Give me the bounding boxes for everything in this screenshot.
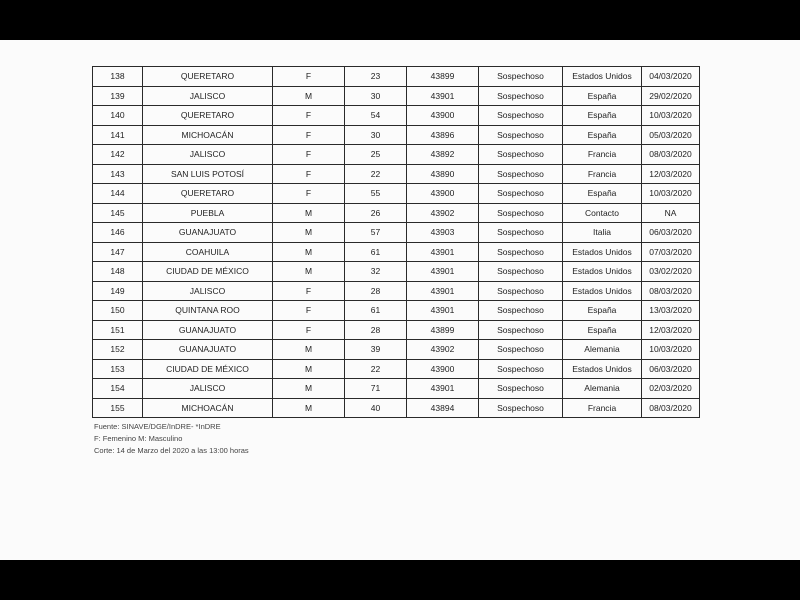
origin-country-cell: España	[563, 86, 642, 106]
arrival-date-cell: 08/03/2020	[642, 398, 700, 418]
age-cell: 57	[345, 223, 407, 243]
onset-code-cell: 43900	[407, 184, 479, 204]
arrival-date-cell: 12/03/2020	[642, 164, 700, 184]
onset-code-cell: 43902	[407, 340, 479, 360]
origin-country-cell: España	[563, 106, 642, 126]
arrival-date-cell: 29/02/2020	[642, 86, 700, 106]
arrival-date-cell: 08/03/2020	[642, 281, 700, 301]
table-row	[93, 164, 700, 184]
origin-country-cell: Francia	[563, 164, 642, 184]
arrival-date-cell: 03/02/2020	[642, 262, 700, 282]
table-row	[93, 398, 700, 418]
onset-code-cell: 43899	[407, 320, 479, 340]
sex-cell: M	[273, 242, 345, 262]
age-cell: 26	[345, 203, 407, 223]
arrival-date-cell: NA	[642, 203, 700, 223]
age-cell: 61	[345, 301, 407, 321]
arrival-date-cell: 08/03/2020	[642, 145, 700, 165]
status-cell: Sospechoso	[479, 184, 563, 204]
age-cell: 40	[345, 398, 407, 418]
origin-country-cell: España	[563, 125, 642, 145]
table-row	[93, 281, 700, 301]
state-cell: JALISCO	[143, 145, 273, 165]
table-row	[93, 184, 700, 204]
table-row	[93, 106, 700, 126]
arrival-date-cell: 07/03/2020	[642, 242, 700, 262]
table-row	[93, 359, 700, 379]
arrival-date-cell: 10/03/2020	[642, 106, 700, 126]
case-number-cell: 142	[93, 145, 143, 165]
state-cell: PUEBLA	[143, 203, 273, 223]
status-cell: Sospechoso	[479, 125, 563, 145]
case-number-cell: 152	[93, 340, 143, 360]
state-cell: COAHUILA	[143, 242, 273, 262]
status-cell: Sospechoso	[479, 145, 563, 165]
table-row	[93, 340, 700, 360]
origin-country-cell: Alemania	[563, 340, 642, 360]
onset-code-cell: 43901	[407, 242, 479, 262]
sex-cell: M	[273, 86, 345, 106]
state-cell: QUERETARO	[143, 67, 273, 87]
source-note: Fuente: SINAVE/DGE/InDRE- *InDRE	[94, 422, 221, 431]
state-cell: GUANAJUATO	[143, 340, 273, 360]
origin-country-cell: Estados Unidos	[563, 281, 642, 301]
sex-cell: F	[273, 301, 345, 321]
table-row	[93, 67, 700, 87]
origin-country-cell: Estados Unidos	[563, 242, 642, 262]
age-cell: 22	[345, 359, 407, 379]
origin-country-cell: Estados Unidos	[563, 359, 642, 379]
table-row	[93, 86, 700, 106]
status-cell: Sospechoso	[479, 301, 563, 321]
age-cell: 55	[345, 184, 407, 204]
status-cell: Sospechoso	[479, 106, 563, 126]
case-number-cell: 138	[93, 67, 143, 87]
table-row	[93, 203, 700, 223]
age-cell: 30	[345, 125, 407, 145]
table-row	[93, 379, 700, 399]
case-number-cell: 144	[93, 184, 143, 204]
case-number-cell: 154	[93, 379, 143, 399]
onset-code-cell: 43901	[407, 301, 479, 321]
arrival-date-cell: 10/03/2020	[642, 340, 700, 360]
arrival-date-cell: 06/03/2020	[642, 223, 700, 243]
case-number-cell: 155	[93, 398, 143, 418]
sex-cell: F	[273, 67, 345, 87]
sex-cell: F	[273, 106, 345, 126]
arrival-date-cell: 12/03/2020	[642, 320, 700, 340]
age-cell: 71	[345, 379, 407, 399]
case-number-cell: 146	[93, 223, 143, 243]
case-number-cell: 149	[93, 281, 143, 301]
sex-cell: M	[273, 223, 345, 243]
table-row	[93, 242, 700, 262]
age-cell: 23	[345, 67, 407, 87]
arrival-date-cell: 13/03/2020	[642, 301, 700, 321]
sex-cell: F	[273, 164, 345, 184]
sex-cell: M	[273, 359, 345, 379]
sex-cell: M	[273, 340, 345, 360]
status-cell: Sospechoso	[479, 86, 563, 106]
origin-country-cell: Contacto	[563, 203, 642, 223]
origin-country-cell: España	[563, 184, 642, 204]
age-cell: 28	[345, 281, 407, 301]
sex-cell: F	[273, 145, 345, 165]
status-cell: Sospechoso	[479, 67, 563, 87]
document-page	[0, 40, 800, 560]
onset-code-cell: 43900	[407, 106, 479, 126]
state-cell: GUANAJUATO	[143, 320, 273, 340]
onset-code-cell: 43903	[407, 223, 479, 243]
arrival-date-cell: 10/03/2020	[642, 184, 700, 204]
onset-code-cell: 43901	[407, 281, 479, 301]
case-number-cell: 150	[93, 301, 143, 321]
sex-cell: F	[273, 125, 345, 145]
table-row	[93, 223, 700, 243]
case-number-cell: 145	[93, 203, 143, 223]
onset-code-cell: 43902	[407, 203, 479, 223]
status-cell: Sospechoso	[479, 203, 563, 223]
onset-code-cell: 43894	[407, 398, 479, 418]
state-cell: GUANAJUATO	[143, 223, 273, 243]
case-number-cell: 143	[93, 164, 143, 184]
status-cell: Sospechoso	[479, 398, 563, 418]
table-row	[93, 301, 700, 321]
case-number-cell: 148	[93, 262, 143, 282]
footnotes	[94, 421, 249, 457]
sex-cell: F	[273, 281, 345, 301]
onset-code-cell: 43901	[407, 262, 479, 282]
onset-code-cell: 43896	[407, 125, 479, 145]
state-cell: QUINTANA ROO	[143, 301, 273, 321]
status-cell: Sospechoso	[479, 359, 563, 379]
status-cell: Sospechoso	[479, 223, 563, 243]
table-row	[93, 145, 700, 165]
case-number-cell: 140	[93, 106, 143, 126]
state-cell: CIUDAD DE MÉXICO	[143, 262, 273, 282]
age-cell: 54	[345, 106, 407, 126]
sex-cell: F	[273, 184, 345, 204]
table-row	[93, 262, 700, 282]
origin-country-cell: España	[563, 320, 642, 340]
onset-code-cell: 43900	[407, 359, 479, 379]
case-number-cell: 153	[93, 359, 143, 379]
sex-cell: F	[273, 320, 345, 340]
status-cell: Sospechoso	[479, 379, 563, 399]
origin-country-cell: España	[563, 301, 642, 321]
origin-country-cell: Estados Unidos	[563, 67, 642, 87]
status-cell: Sospechoso	[479, 320, 563, 340]
status-cell: Sospechoso	[479, 262, 563, 282]
state-cell: MICHOACÁN	[143, 125, 273, 145]
state-cell: SAN LUIS POTOSÍ	[143, 164, 273, 184]
sex-cell: M	[273, 398, 345, 418]
status-cell: Sospechoso	[479, 164, 563, 184]
onset-code-cell: 43901	[407, 379, 479, 399]
status-cell: Sospechoso	[479, 281, 563, 301]
age-cell: 39	[345, 340, 407, 360]
origin-country-cell: Estados Unidos	[563, 262, 642, 282]
cases-table	[92, 66, 700, 418]
cases-table-body	[93, 67, 700, 418]
state-cell: JALISCO	[143, 281, 273, 301]
origin-country-cell: Francia	[563, 398, 642, 418]
origin-country-cell: Alemania	[563, 379, 642, 399]
sex-cell: M	[273, 203, 345, 223]
state-cell: MICHOACÁN	[143, 398, 273, 418]
table-row	[93, 125, 700, 145]
table-row	[93, 320, 700, 340]
onset-code-cell: 43899	[407, 67, 479, 87]
sex-cell: M	[273, 262, 345, 282]
status-cell: Sospechoso	[479, 340, 563, 360]
onset-code-cell: 43890	[407, 164, 479, 184]
arrival-date-cell: 04/03/2020	[642, 67, 700, 87]
sex-legend-note: F: Femenino M: Masculino	[94, 434, 183, 443]
case-number-cell: 151	[93, 320, 143, 340]
state-cell: JALISCO	[143, 86, 273, 106]
onset-code-cell: 43901	[407, 86, 479, 106]
age-cell: 30	[345, 86, 407, 106]
case-number-cell: 147	[93, 242, 143, 262]
state-cell: JALISCO	[143, 379, 273, 399]
arrival-date-cell: 05/03/2020	[642, 125, 700, 145]
state-cell: QUERETARO	[143, 184, 273, 204]
age-cell: 22	[345, 164, 407, 184]
onset-code-cell: 43892	[407, 145, 479, 165]
case-number-cell: 141	[93, 125, 143, 145]
origin-country-cell: Italia	[563, 223, 642, 243]
age-cell: 25	[345, 145, 407, 165]
cutoff-note: Corte: 14 de Marzo del 2020 a las 13:00 horas	[94, 446, 249, 455]
age-cell: 32	[345, 262, 407, 282]
age-cell: 28	[345, 320, 407, 340]
arrival-date-cell: 06/03/2020	[642, 359, 700, 379]
sex-cell: M	[273, 379, 345, 399]
state-cell: CIUDAD DE MÉXICO	[143, 359, 273, 379]
state-cell: QUERETARO	[143, 106, 273, 126]
status-cell: Sospechoso	[479, 242, 563, 262]
arrival-date-cell: 02/03/2020	[642, 379, 700, 399]
age-cell: 61	[345, 242, 407, 262]
origin-country-cell: Francia	[563, 145, 642, 165]
case-number-cell: 139	[93, 86, 143, 106]
